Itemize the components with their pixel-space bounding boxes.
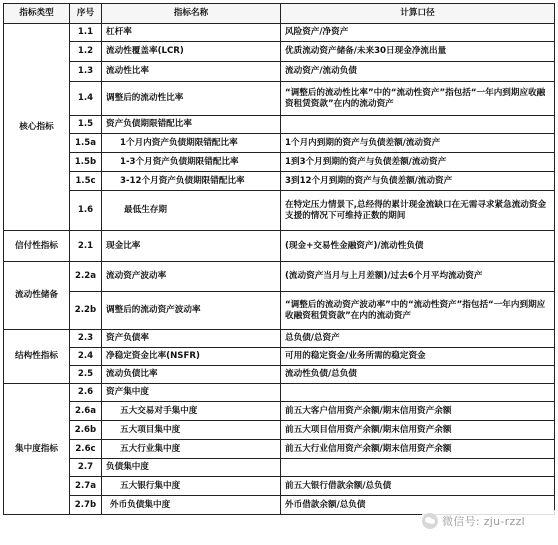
row-name: 调整后的流动资产波动率 xyxy=(102,292,281,330)
watermark xyxy=(422,510,558,532)
row-name: 流动性比率 xyxy=(102,62,281,82)
row-no: 1.5a xyxy=(70,134,102,153)
row-name: 流动性覆盖率(LCR) xyxy=(102,42,281,62)
row-no: 1.6 xyxy=(70,191,102,231)
row-no: 2.1 xyxy=(70,231,102,262)
row-no: 2.3 xyxy=(70,330,102,348)
group-core: 核心指标 xyxy=(4,24,70,231)
row-name: 负债集中度 xyxy=(102,459,281,477)
row-formula: 可用的稳定资金/业务所需的稳定资金 xyxy=(281,348,555,366)
row-formula: “调整后的流动性比率”中的“流动性资产”指包括“一年内到期应收融资租赁资款”在内的流动资产 xyxy=(281,82,555,116)
row-formula: (现金+交易性金融资产)/流动性负债 xyxy=(281,231,555,262)
row-formula: 流动性负债/总负债 xyxy=(281,366,555,384)
row-no: 2.6 xyxy=(70,384,102,402)
table-row xyxy=(4,330,555,348)
row-no: 2.4 xyxy=(70,348,102,366)
row-formula xyxy=(281,459,555,477)
row-no: 2.6b xyxy=(70,421,102,440)
table-row xyxy=(4,384,555,402)
row-name: 五大交易对手集中度 xyxy=(102,402,281,421)
row-name: 流动负债比率 xyxy=(102,366,281,384)
row-name: 资产集中度 xyxy=(102,384,281,402)
watermark-text: 微信号: zju-rzzl xyxy=(442,515,525,528)
table-row xyxy=(4,231,555,262)
row-name: 流动资产波动率 xyxy=(102,262,281,292)
row-no: 2.5 xyxy=(70,366,102,384)
row-name: 3-12个月资产负债期限错配比率 xyxy=(102,172,281,191)
row-no: 1.5b xyxy=(70,153,102,172)
row-formula: “调整后的流动资产波动率”中的“流动性资产”指包括“一年内到期应收融资租赁资款”在内的流动资产 xyxy=(281,292,555,330)
group-structure: 结构性指标 xyxy=(4,330,70,384)
row-name: 1-3个月资产负债期限错配比率 xyxy=(102,153,281,172)
row-formula: 3到12个月到期的资产与负债差额/流动资产 xyxy=(281,172,555,191)
row-formula: 前五大行业信用资产余额/期末信用资产余额 xyxy=(281,440,555,459)
row-name: 五大行业集中度 xyxy=(102,440,281,459)
row-no: 2.2a xyxy=(70,262,102,292)
row-formula: 优质流动资产储备/未来30日现金净流出量 xyxy=(281,42,555,62)
row-formula: 在特定压力情景下,总经得的累计现金流缺口在无需寻求紧急流动资金支援的情况下可维持正数的期间 xyxy=(281,191,555,231)
table-row xyxy=(4,153,555,172)
row-formula: 1个月内到期的资产与负债差额/流动资产 xyxy=(281,134,555,153)
header-category: 指标类型 xyxy=(4,4,70,24)
row-no: 1.5c xyxy=(70,172,102,191)
row-no: 2.2b xyxy=(70,292,102,330)
indicator-table xyxy=(3,3,555,515)
row-no: 2.7 xyxy=(70,459,102,477)
row-formula: 流动资产/流动负债 xyxy=(281,62,555,82)
row-formula: 前五大客户信用资产余额/期末信用资产余额 xyxy=(281,402,555,421)
row-name: 五大项目集中度 xyxy=(102,421,281,440)
table-row xyxy=(4,440,555,459)
row-formula xyxy=(281,384,555,402)
wechat-icon xyxy=(422,513,438,529)
header-no: 序号 xyxy=(70,4,102,24)
row-name: 杠杆率 xyxy=(102,24,281,42)
table-row xyxy=(4,366,555,384)
table-row xyxy=(4,134,555,153)
row-no: 1.1 xyxy=(70,24,102,42)
row-no: 2.6c xyxy=(70,440,102,459)
header-name: 指标名称 xyxy=(102,4,281,24)
row-name: 1个月内资产负债期限错配比率 xyxy=(102,134,281,153)
row-formula: 风险资产/净资产 xyxy=(281,24,555,42)
group-liq-reserve: 流动性储备 xyxy=(4,262,70,330)
row-name: 五大银行集中度 xyxy=(102,477,281,496)
row-formula: 总负债/总资产 xyxy=(281,330,555,348)
table-row xyxy=(4,24,555,42)
table-row xyxy=(4,402,555,421)
row-formula: 外币借款余额/总负债 xyxy=(281,496,555,515)
table-row xyxy=(4,348,555,366)
row-formula: 1到3个月到期的资产与负债差额/流动资产 xyxy=(281,153,555,172)
row-name: 净稳定资金比率(NSFR) xyxy=(102,348,281,366)
row-name: 调整后的流动性比率 xyxy=(102,82,281,116)
header-formula: 计算口径 xyxy=(281,4,555,24)
row-name: 资产负债率 xyxy=(102,330,281,348)
row-name: 现金比率 xyxy=(102,231,281,262)
table-header-row xyxy=(4,4,555,24)
table-row xyxy=(4,292,555,330)
table-row xyxy=(4,82,555,116)
table-row xyxy=(4,42,555,62)
table-row xyxy=(4,116,555,134)
row-name: 外币负债集中度 xyxy=(102,496,281,515)
row-no: 2.7a xyxy=(70,477,102,496)
table-row xyxy=(4,421,555,440)
row-formula: 前五大银行借款余额/总负债 xyxy=(281,477,555,496)
table-row xyxy=(4,262,555,292)
row-no: 1.4 xyxy=(70,82,102,116)
table-row xyxy=(4,62,555,82)
table-row xyxy=(4,459,555,477)
row-no: 1.2 xyxy=(70,42,102,62)
row-no: 1.3 xyxy=(70,62,102,82)
row-no: 2.7b xyxy=(70,496,102,515)
row-name: 资产负债期限错配比率 xyxy=(102,116,281,134)
row-formula: (流动资产当月与上月差额)/过去6个月平均流动资产 xyxy=(281,262,555,292)
table-row xyxy=(4,477,555,496)
row-formula xyxy=(281,116,555,134)
table-row xyxy=(4,191,555,231)
row-no: 2.6a xyxy=(70,402,102,421)
row-name: 最低生存期 xyxy=(102,191,281,231)
group-concentration: 集中度指标 xyxy=(4,384,70,515)
group-credit: 信付性指标 xyxy=(4,231,70,262)
table-row xyxy=(4,172,555,191)
row-formula: 前五大项目信用资产余额/期末信用资产余额 xyxy=(281,421,555,440)
row-no: 1.5 xyxy=(70,116,102,134)
